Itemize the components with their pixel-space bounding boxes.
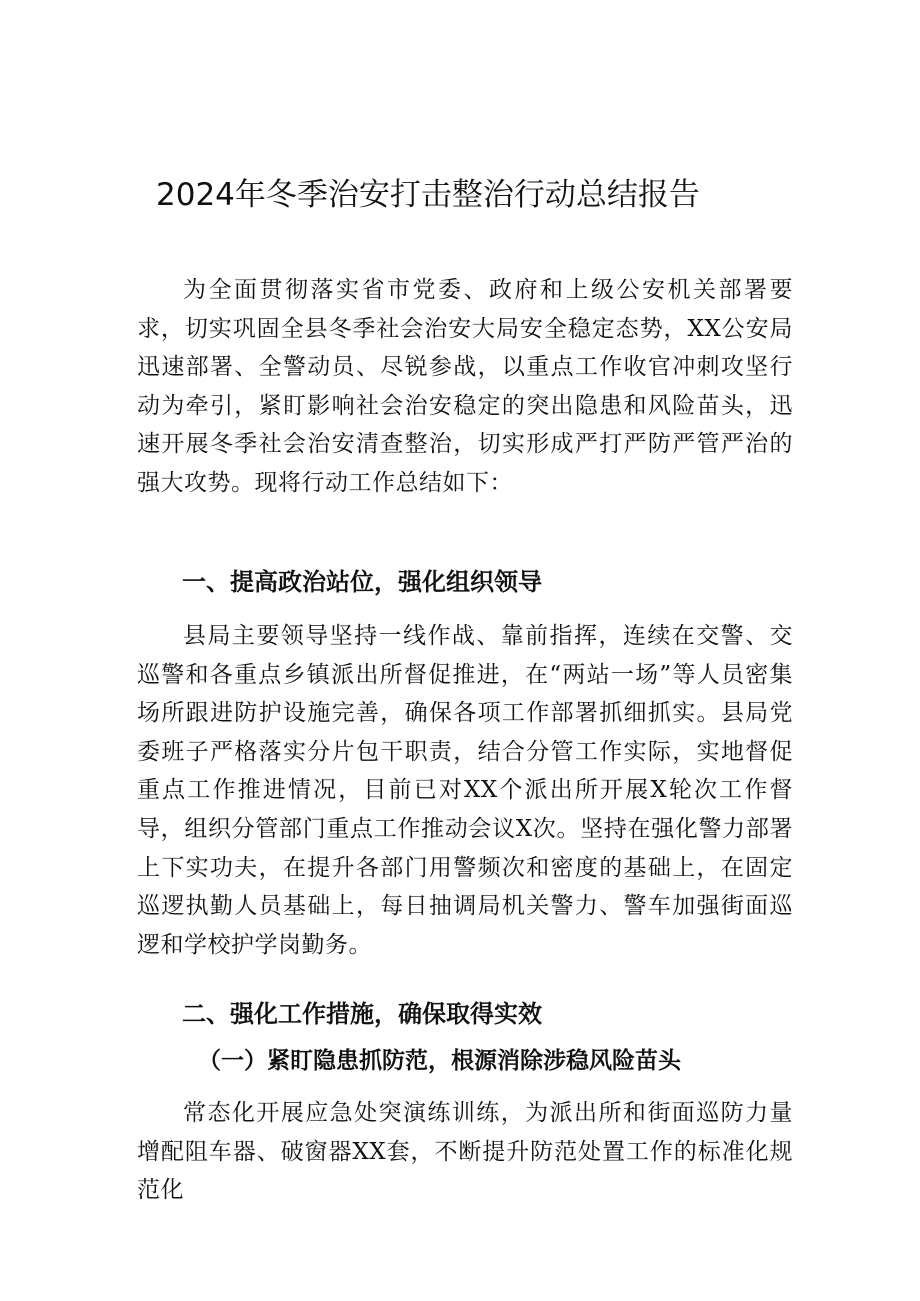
document-title: 2024年冬季治安打击整治行动总结报告 xyxy=(156,177,700,213)
section-2-subheading: （一）紧盯隐患抓防范，根源消除涉稳风险苗头 xyxy=(198,1047,681,1074)
section-heading-1: 一、提高政治站位，强化组织领导 xyxy=(182,568,542,596)
section-heading-2: 二、强化工作措施，确保取得实效 xyxy=(182,1000,542,1028)
intro-paragraph: 为全面贯彻落实省市党委、政府和上级公安机关部署要求，切实巩固全县冬季社会治安大局安全稳定态势，XX公安局迅速部署、全警动员、尽锐参战，以重点工作收官冲刺攻坚行动为牵引，紧盯影响社会治安稳定的突出隐患和风险苗头，迅速开展冬季社会治安清查整治，切实形成严打严防严管严治的强大攻势。现将行动工作总结如下： xyxy=(137,277,793,496)
section-1-paragraph: 县局主要领导坚持一线作战、靠前指挥，连续在交警、交巡警和各重点乡镇派出所督促推进，在“两站一场”等人员密集场所跟进防护设施完善，确保各项工作部署抓细抓实。县局党委班子严格落实分片包干职责，结合分管工作实际，实地督促重点工作推进情况，目前已对XX个派出所开展X轮次工作督导，组织分管部门重点工作推动会议X次。坚持在强化警力部署上下实功夫，在提升各部门用警频次和密度的基础上，在固定巡逻执勤人员基础上，每日抽调局机关警力、警车加强街面巡逻和学校护学岗勤务。 xyxy=(137,623,793,958)
section-2-paragraph: 常态化开展应急处突演练训练，为派出所和街面巡防力量增配阻车器、破窗器XX套，不断提升防范处置工作的标准化规范化 xyxy=(137,1100,793,1204)
